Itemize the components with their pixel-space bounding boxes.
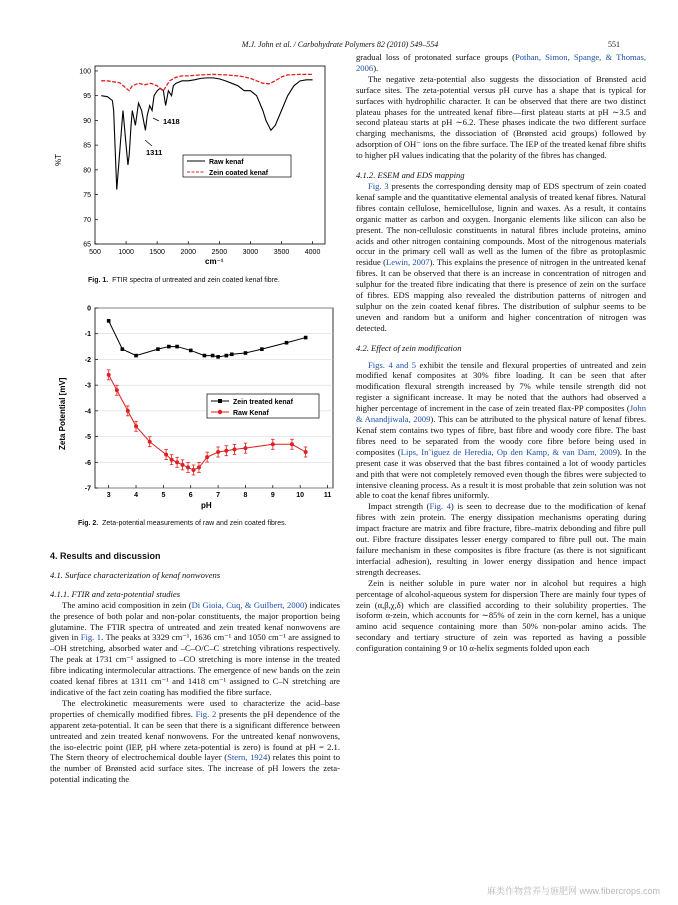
fig1-annotation-1418: 1418 bbox=[163, 117, 180, 126]
fig1-legend bbox=[183, 155, 291, 177]
fig2-xtick-label: 9 bbox=[270, 492, 275, 499]
fig2-point-raw bbox=[170, 458, 174, 462]
fig1-ylabel: %T bbox=[54, 154, 63, 166]
fig2-point-raw bbox=[290, 442, 294, 446]
fig2-point-raw bbox=[216, 450, 220, 454]
paragraph: gradual loss of protonated surface groups (Pothan, Simon, Spange, & Thomas, 2006). bbox=[356, 52, 646, 73]
fig2-point-zein bbox=[134, 354, 138, 358]
fig2-caption: Fig. 2. Zeta-potential measurements of raw and zein coated fibres. bbox=[78, 520, 287, 527]
fig2-point-raw bbox=[134, 424, 138, 428]
citation-link[interactable]: Lewin, 2007 bbox=[385, 257, 430, 268]
fig2-point-raw bbox=[233, 447, 237, 451]
fig2-ytick-label: 0 bbox=[87, 305, 91, 313]
fig2-ytick-label: -2 bbox=[84, 356, 91, 364]
fig1-xtick-label: 3000 bbox=[242, 249, 259, 256]
fig2-point-zein bbox=[260, 347, 264, 351]
figure-2-zeta-chart bbox=[55, 300, 345, 512]
fig2-point-zein bbox=[156, 347, 160, 351]
fig2-point-zein bbox=[230, 352, 234, 356]
fig1-ytick-label: 80 bbox=[83, 167, 91, 175]
fig2-point-raw bbox=[164, 453, 168, 457]
fig2-series-line-zein bbox=[109, 321, 306, 357]
journal-citation: M.J. John et al. / Carbohydrate Polymers 82 (2010) 549–554 bbox=[241, 40, 439, 49]
section-heading: 4. Results and discussion bbox=[50, 551, 161, 561]
fig2-point-zein bbox=[203, 354, 207, 358]
subsection-41: 4.1. Surface characterization of kenaf nonwovens bbox=[50, 569, 221, 580]
fig1-xtick-label: 1000 bbox=[118, 249, 134, 256]
fig2-point-raw bbox=[126, 409, 130, 413]
paragraph: The negative zeta-potential also suggests the dissociation of Brønsted acid surface sites. The zeta-potential versus pH curve has a shape that is typical for surfaces with hydrophilic character. It can be observed that there are two distinct plateau phases for the untreated kenaf fibre—first plateau starts at pH ∼3.5 and second plateau starts at pH ∼6.2. These phases indicate the two different surface charging mechanisms, the dissociation of (Brønsted acid groups) followed by adsorption of OH⁻ ions on the fibre surface. The IEP of the treated kenaf fibre shifts to higher pH values indicating that the polarity of the fibres has changed. bbox=[356, 73, 646, 161]
fig1-ytick-label: 70 bbox=[83, 216, 91, 224]
citation-link[interactable]: Lips, In˜iguez de Heredia, Op den Kamp, & van Dam, 2009 bbox=[400, 446, 618, 457]
fig2-point-raw bbox=[186, 465, 190, 469]
figure-link[interactable]: Fig. 4 bbox=[429, 501, 451, 512]
fig2-point-raw bbox=[148, 440, 152, 444]
figure-link[interactable]: Fig. 1 bbox=[80, 632, 102, 643]
fig2-point-raw bbox=[243, 446, 247, 450]
fig2-ytick-label: -1 bbox=[84, 331, 91, 339]
paragraph: Impact strength (Fig. 4) is seen to decrease due to the modification of kenaf fibres with zein protein. The energy dissipation mechanisms operating during impact fracture are matrix and fibre fracture, fibre–matrix debonding and fibre pull out. Fibre fracture dissipates lesser energy compared to fibre pull out. The main failure mechanism in these composites is fibre fracture (as there is not significant interfacial adhesion), resulting in lower energy dissipation and hence impact strength decreases. bbox=[356, 501, 646, 577]
fig2-xtick-label: 4 bbox=[134, 492, 138, 499]
fig2-point-zein bbox=[304, 336, 308, 340]
fig2-ytick-label: -4 bbox=[84, 408, 91, 416]
page-number: 551 bbox=[608, 40, 620, 49]
fig1-ytick-label: 85 bbox=[83, 142, 91, 150]
fig2-point-raw bbox=[197, 465, 201, 469]
fig1-ytick-label: 65 bbox=[83, 241, 91, 249]
fig2-point-raw bbox=[107, 373, 111, 377]
subsection-411: 4.1.1. FTIR and zeta-potential studies bbox=[50, 588, 181, 599]
fig1-series-line-1 bbox=[101, 74, 312, 90]
fig2-ytick-label: -7 bbox=[84, 485, 91, 493]
fig1-xtick-label: 500 bbox=[89, 249, 101, 256]
fig2-point-zein bbox=[189, 349, 193, 353]
paragraph: Figs. 4 and 5 exhibit the tensile and flexural properties of untreated and zein modified kenaf composites at 30% fibre loading. It can be seen that after modification flexural strength increased by 7% while tensile strength did not register a significant increase. It may be noted that the authors had observed a higher percentage of increment in the case of zein treated flax-PP composites (John & Anandjiwala, 2009). This can be attributed to the physical nature of kenaf fibres. Kenaf stem contains two types of fibre, bast fibre and woody core fibre. The bast fibres need to be separated from the woody core fibre before being used in composites (Lips, In˜iguez de Heredia, Op den Kamp, & van Dam, 2009). In the present case it was observed that the bast fibres contained a lot of woody particles and pith that were not completely removed even though the fibres were subjected to intensive cleaning process. As a result it is most probable that zein solution was not able to coat the kenaf fibres uniformly. bbox=[356, 359, 647, 501]
watermark: 麻类作物营养与施肥网 www.fibercrops.com bbox=[486, 886, 660, 896]
paragraph: The electrokinetic measurements were used to characterize the acid–base properties of chemically modified fibres. Fig. 2 presents the pH dependence of the apparent zeta-potential. It can be seen that there is a significant difference between untreated and zein treated kenaf nonwovens. For the untreated kenaf nonwovens, the iso-electric point (IEP, pH where zeta-potential is zero) is found at pH = 2.1. The Stern theory of electrochemical double layer (Stern, 1924) relates this point to the number of Brønsted acid surface sites. The increase of pH lowers the zeta-potential indicating the bbox=[50, 697, 340, 785]
fig1-ytick-label: 90 bbox=[83, 117, 91, 125]
fig1-caption: Fig. 1. FTIR spectra of untreated and zein coated kenaf fibre. bbox=[88, 277, 280, 284]
fig1-xtick-label: 1500 bbox=[149, 249, 165, 256]
fig2-ylabel: Zeta Potential [mV] bbox=[58, 377, 67, 450]
fig2-point-raw bbox=[191, 468, 195, 472]
right-column bbox=[356, 52, 646, 654]
fig2-point-zein bbox=[211, 354, 215, 358]
fig2-point-zein bbox=[167, 345, 171, 349]
citation-link[interactable]: Di Gioia, Cuq, & Guilbert, 2000 bbox=[191, 599, 305, 610]
figure-link[interactable]: Fig. 2 bbox=[195, 708, 217, 719]
figure-link[interactable]: Fig. 3 bbox=[368, 180, 389, 191]
fig2-xtick-label: 7 bbox=[216, 492, 221, 499]
fig1-xtick-label: 4000 bbox=[304, 249, 321, 256]
fig1-xlabel: cm⁻¹ bbox=[205, 257, 224, 266]
figure-1-ftir-chart bbox=[55, 58, 345, 268]
fig2-ytick-label: -6 bbox=[84, 459, 91, 467]
fig1-legend-zein: Zein coated kenaf bbox=[209, 170, 269, 177]
fig2-ytick-label: -3 bbox=[84, 382, 91, 390]
fig2-point-raw bbox=[271, 442, 275, 446]
fig2-point-zein bbox=[244, 351, 248, 355]
fig2-point-raw bbox=[304, 450, 308, 454]
fig1-ytick-label: 95 bbox=[83, 93, 91, 101]
fig1-xtick-label: 3500 bbox=[273, 249, 290, 256]
fig2-point-raw bbox=[115, 388, 119, 392]
left-column bbox=[50, 551, 340, 785]
fig1-annotation-1311: 1311 bbox=[146, 148, 163, 157]
fig2-xtick-label: 6 bbox=[188, 492, 193, 499]
fig2-point-zein bbox=[121, 347, 125, 351]
paragraph: Zein is neither soluble in pure water nor in alcohol but requires a high percentage of alcohol-aqueous system for dispersion There are mainly four types of zein (α,β,χ,δ) which are classified according to their solubility properties. The isoform α-zein, which accounts for ∼85% of zein in the corn kernel, has a unique amino acid sequence containing more than 50% non-polar amino acids. The secondary and tertiary structure of zein was reported as having a possible configuration containing 9 or 10 α-helix segments folded upon each bbox=[356, 577, 646, 654]
fig1-legend-raw: Raw kenaf bbox=[209, 159, 244, 166]
fig1-ytick-label: 75 bbox=[83, 192, 91, 200]
fig2-point-zein bbox=[285, 341, 289, 345]
fig2-legend bbox=[207, 394, 319, 418]
citation-link[interactable]: John & Anandjiwala, 2009 bbox=[356, 403, 646, 425]
fig2-xtick-label: 11 bbox=[323, 492, 332, 499]
fig1-ytick-label: 100 bbox=[79, 68, 91, 76]
fig2-point-raw bbox=[181, 463, 185, 467]
subsection-412: 4.1.2. ESEM and EDS mapping bbox=[356, 170, 465, 181]
fig2-legend-raw: Raw Kenaf bbox=[233, 410, 269, 417]
fig2-xtick-label: 3 bbox=[106, 492, 111, 499]
fig1-xtick-label: 2000 bbox=[180, 249, 197, 256]
citation-link[interactable]: Stern, 1924 bbox=[227, 752, 268, 763]
subsection-42: 4.2. Effect of zein modification bbox=[356, 342, 462, 353]
fig2-point-raw bbox=[175, 460, 179, 464]
fig2-point-raw bbox=[224, 449, 228, 453]
figure-link[interactable]: Figs. 4 and 5 bbox=[368, 359, 417, 370]
fig2-point-raw bbox=[205, 455, 209, 459]
fig2-point-zein bbox=[107, 319, 111, 323]
fig1-xtick-label: 2500 bbox=[211, 249, 228, 256]
fig2-point-zein bbox=[225, 354, 229, 358]
fig2-legend-zein: Zein treated kenaf bbox=[233, 399, 293, 406]
paragraph: The amino acid composition in zein (Di Gioia, Cuq, & Guilbert, 2000) indicates the presence of both polar and non-polar constituents, the major proportion being glutamine. The FTIR spectra of untreated and zein treated kenaf nonwovens are given in Fig. 1. The peaks at 3329 cm⁻¹, 1636 cm⁻¹ and 1050 cm⁻¹ are assigned to –OH stretching, absorbed water and –C–O/C–C stretching vibrations respectively. The peak at 1731 cm⁻¹ assigned to –CO stretching is more intense in the treated fibre indicating intermolecular attractions. The emergence of new bands on the zein coated kenaf fibres at 1311 cm⁻¹ and 1418 cm⁻¹ assigned to C–N stretching are indicative of the fact zein coating has modified the fibre surface. bbox=[50, 599, 341, 697]
fig2-xlabel: pH bbox=[201, 501, 212, 510]
fig2-xtick-label: 8 bbox=[243, 492, 248, 499]
fig2-point-zein bbox=[175, 345, 179, 349]
fig2-point-zein bbox=[216, 355, 220, 359]
fig2-xtick-label: 5 bbox=[161, 492, 166, 499]
citation-link[interactable]: Pothan, Simon, Spange, & Thomas, 2006 bbox=[356, 52, 646, 73]
paragraph: Fig. 3 presents the corresponding density map of EDS spectrum of zein coated kenaf sample and the quantitative elemental analysis of treated kenaf fibres. Natural fibres contain cellulose, hemicellulose, lignin and waxes. As a result, it contains organic matter as carbon and oxygen. Inorganic elements like silicon can also be present. The non-cellulosic constituents in natural fibres include proteins, amino acids and other nitrogen containing compounds. Most of the nitrogenous materials occur in the primary cell wall as well as the lumen of the fibre as protoplasmic residue (Lewin, 2007). This explains the presence of nitrogen in the untreated kenaf fibres. It can be observed that there is an increase in concentration of nitrogen and sulphur for the treated fibre indicating that there is presence of zein on the surface of fibres. EDS mapping also revealed the distribution patterns of nitrogen and sulphur on the zein coated kenaf fibres. The distribution of sulphur seems to be uneven and random but a uniform and higher concentration of nitrogen was detected. bbox=[356, 180, 646, 333]
fig2-ytick-label: -5 bbox=[84, 434, 91, 442]
fig2-xtick-label: 10 bbox=[296, 492, 305, 499]
